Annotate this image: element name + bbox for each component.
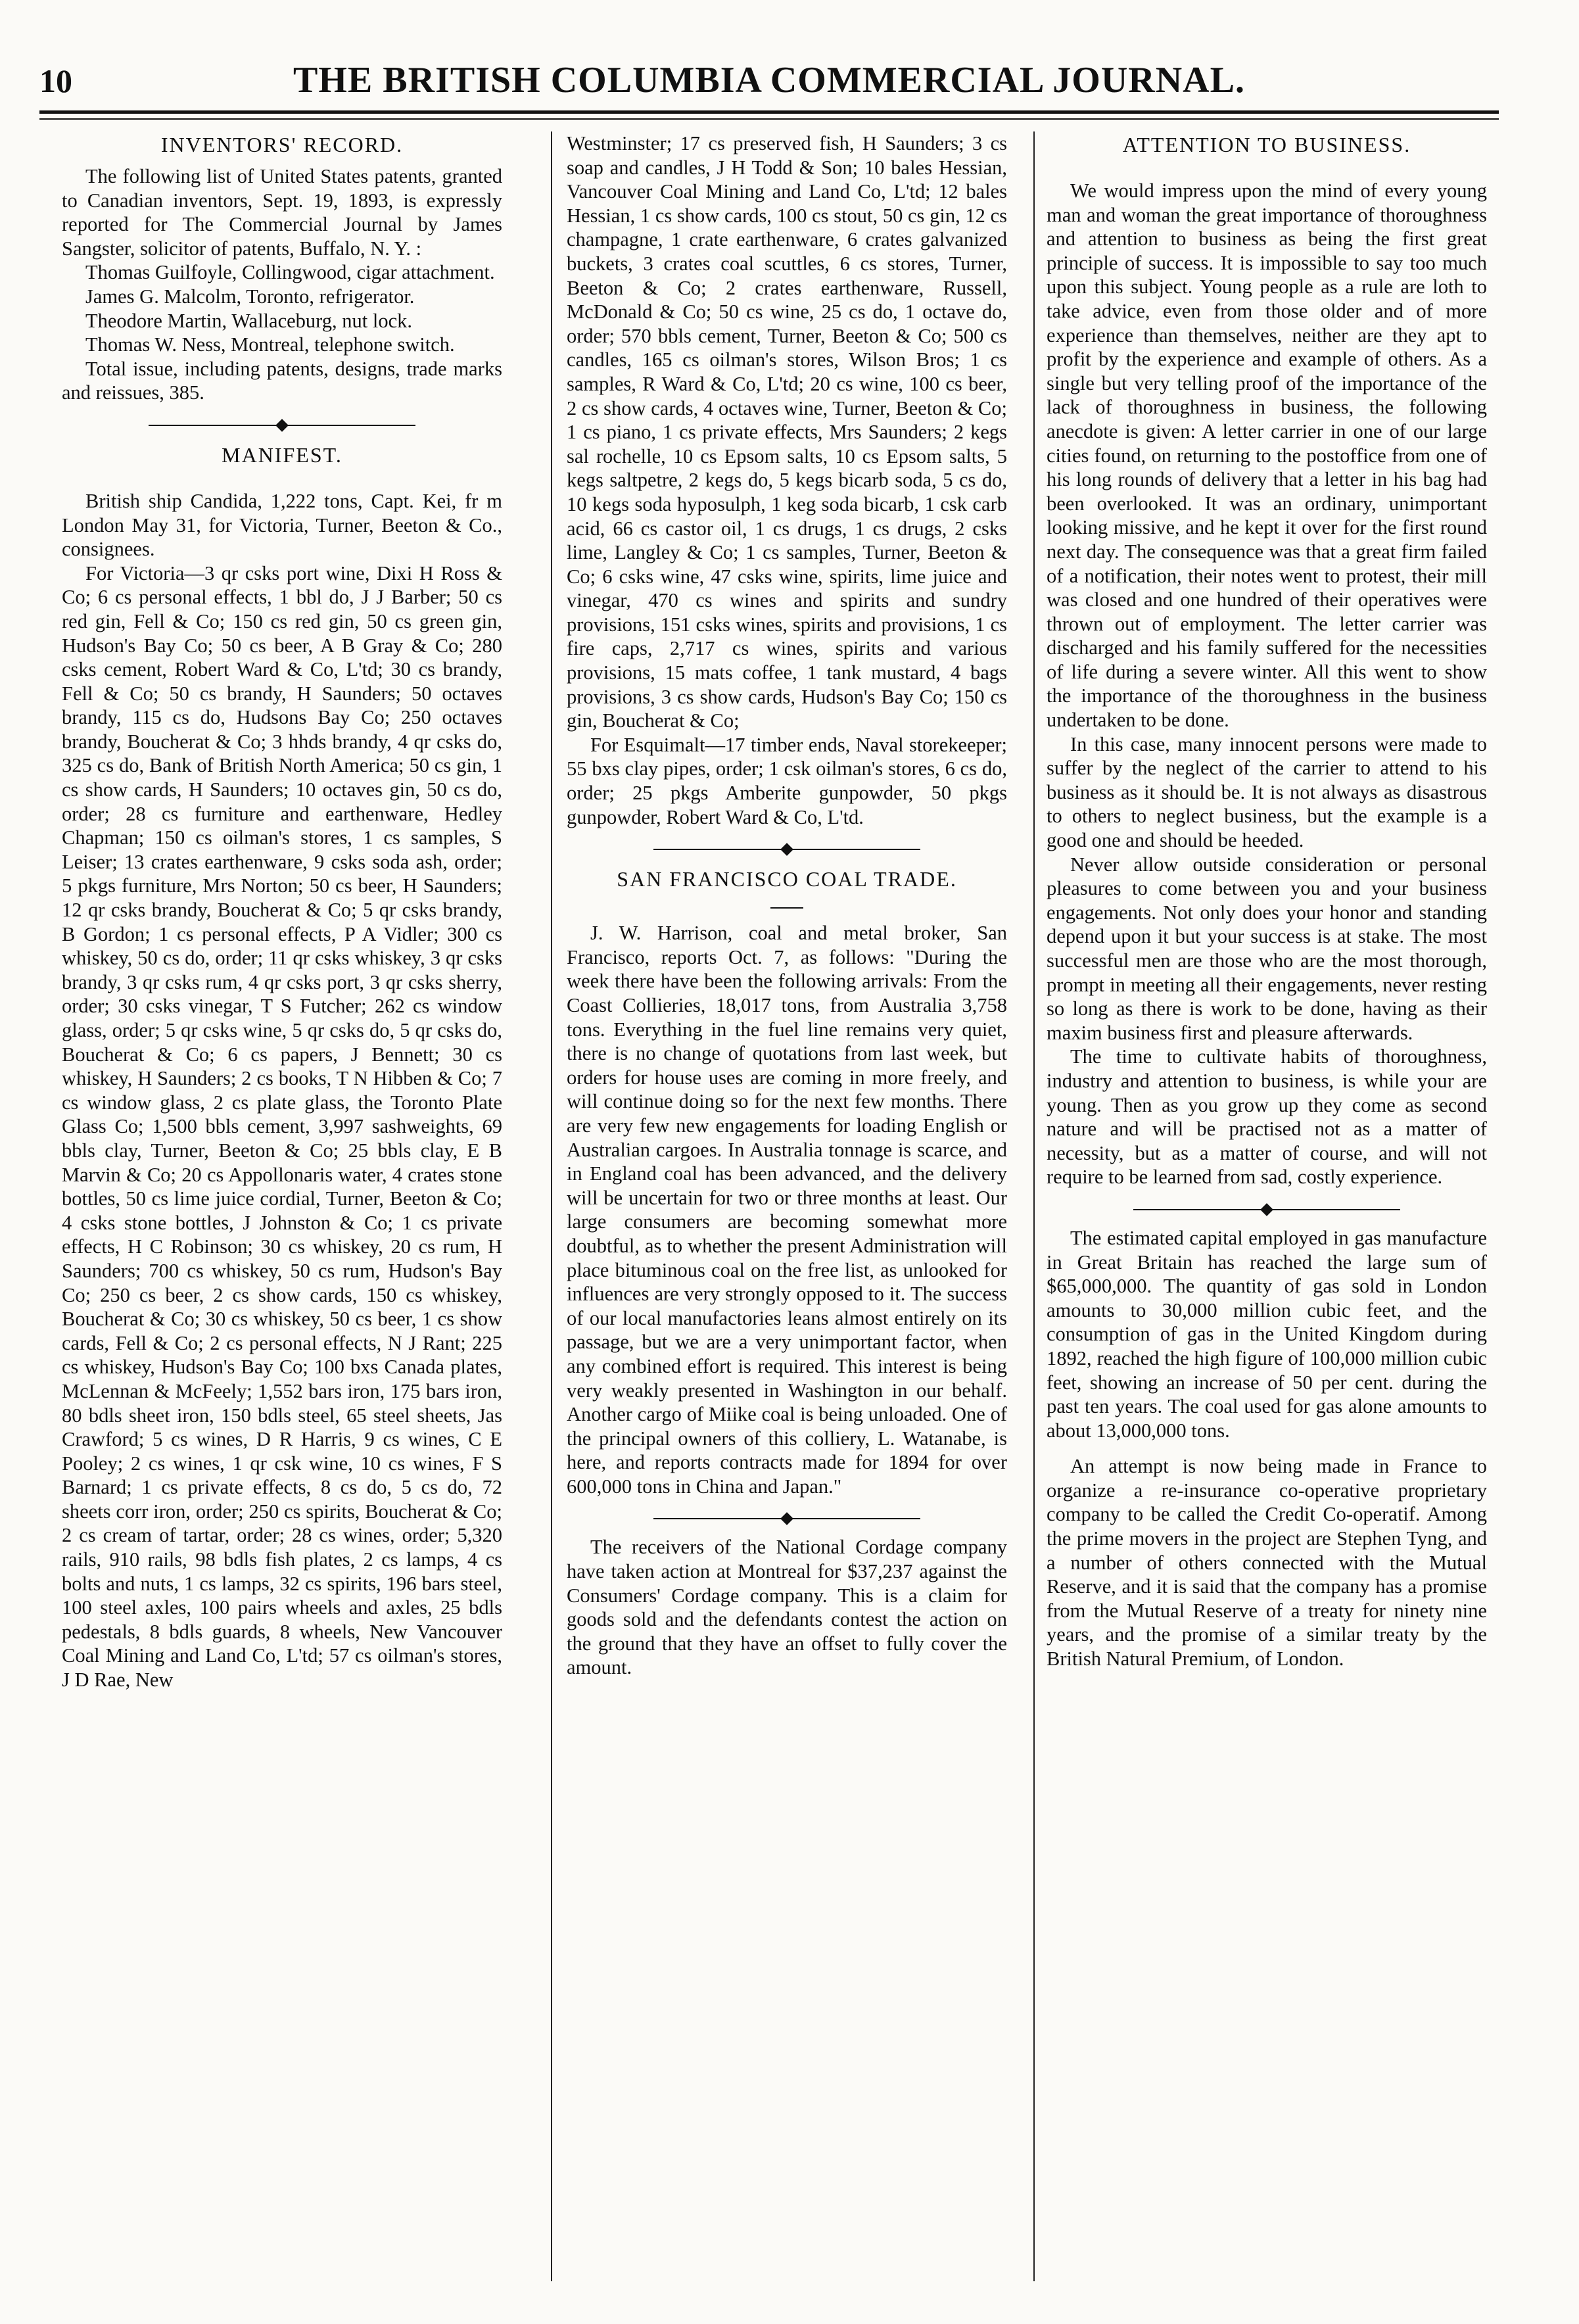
short-rule (567, 899, 1007, 913)
header-rule-thin (39, 118, 1499, 120)
inventor-entry: Theodore Martin, Wallaceburg, nut lock. (85, 309, 412, 332)
attention-paragraph: We would impress upon the mind of every young man and woman the great importance of thoroughness and attention to business as being the first great principle of success. It is impossible to say too much upon this subject. Young people as a rule are loth to take advice, even from those older and of more experience than themselves, neither are they apt to profit by the experience and example of others. As a single but very telling proof of the importance of the lack of thoroughness in business, the following anecdote is given: A letter carrier in one of our large cities found, on returning to the postoffice from one of his long rounds of delivery that a letter in his bag had been overlooked. It was an ordinary, unimportant looking missive, and he kept it over for the first round next day. The consequence was that a great firm failed of a notification, their notes went to protest, their mill was closed and one hundred of their operatives were thrown out of employment. The letter carrier was discharged and his family suffered for the necessities of life during a severe winter. All this went to show the importance of the thoroughness in the business undertaken to be done. (1047, 179, 1487, 732)
page-number: 10 (39, 62, 72, 99)
inventors-total: Total issue, including patents, designs, trade marks and reissues, 385. (62, 357, 502, 404)
column-divider (551, 131, 552, 2281)
column-right (1047, 131, 1487, 1671)
section-separator (567, 841, 1007, 854)
gas-item: The estimated capital employed in gas manufacture in Great Britain has reached the large sum of $65,000,000. The quantity of gas sold in London amounts to 30,000 million cubic feet, and the consumption of gas in the United Kingdom during 1892, reached the high figure of 100,000 million cubic feet, showing an increase of 50 per cent. during the past ten years. The coal used for gas alone amounts to about 13,000,000 tons. (1047, 1226, 1487, 1442)
attention-paragraph: In this case, many innocent persons were made to suffer by the neglect of the carrier to attend to his business as it should be. It is not always as disastrous to others to neglect business, but the example is a good one and should be heeded. (1047, 732, 1487, 852)
cordage-item: The receivers of the National Cordage company have taken action at Montreal for $37,237 against the Consumers' Cordage company. This is a claim for goods sold and the defendants contest the action on the ground that they have an offset to fully cover the amount. (567, 1536, 1007, 1679)
attention-paragraph: Never allow outside consideration or personal pleasures to come between you and your business engagements. Not only does your honor and standing depend upon it but your success is at stake. The most successful men are those who are the most thorough, prompt in meeting all their engagements, never resting so long as there is work to be done, having as their maxim business first and pleasure afterwards. (1047, 853, 1487, 1044)
column-left (62, 131, 502, 1692)
section-separator (567, 1510, 1007, 1523)
section-separator (62, 417, 502, 430)
manifest-ship: British ship Candida, 1,222 tons, Capt. Kei, fr m London May 31, for Victoria, Turner, Beeton & Co., consignees. (62, 489, 502, 561)
page-header (39, 55, 1499, 108)
column-middle (567, 131, 1007, 1680)
inventor-entry: Thomas W. Ness, Montreal, telephone switch. (85, 333, 455, 356)
manifest-heading: MANIFEST. (222, 442, 342, 467)
header-rule-thick (39, 110, 1499, 114)
manifest-esquimalt: For Esquimalt—17 timber ends, Naval storekeeper; 55 bxs clay pipes, order; 1 csk oilman's stores, 6 cs do, order; 25 pkgs Amberite gunpowder, 50 pkgs gunpowder, Robert Ward & Co, L'td. (567, 733, 1007, 828)
manifest-continued: Westminster; 17 cs preserved fish, H Saunders; 3 cs soap and candles, J H Todd & Son; 10 bales Hessian, Vancouver Coal Mining and Land Co, L'td; 12 bales Hessian, 1 cs show cards, 100 cs stout, 50 cs gin, 12 cs champagne, 1 crate earthenware, 6 crates galvanized buckets, 3 crates coal scuttles, 6 cs stores, Turner, Beeton & Co; 2 crates earthenware, Russell, McDonald & Co; 50 cs wine, 25 cs do, 1 octave do, order; 570 bbls cement, Turner, Beeton & Co; 500 cs candles, 165 cs oilman's stores, Wilson Bros; 1 cs samples, R Ward & Co, L'td; 20 cs wine, 100 cs beer, 2 cs show cards, 4 octaves wine, Turner, Beeton & Co; 1 cs piano, 1 cs private effects, Mrs Saunders; 2 kegs sal rochelle, 10 cs Epsom salts, 10 cs Epsom salts, 5 kegs saltpetre, 2 kegs do, 5 kegs bicarb soda, 5 cs do, 10 kegs soda hyposulph, 1 keg soda bicarb, 1 csk carb acid, 66 cs castor oil, 1 cs drugs, 1 cs drugs, 2 csks lime, Langley & Co; 1 cs samples, Turner, Beeton & Co; 6 csks wine, 47 csks wine, spirits, lime juice and vinegar, 470 cs wines and spirits and sundry provisions, 151 csks wines, spirits and provisions, 1 cs fire caps, 2,717 cs wines, spirits and various provisions, 15 mats coffee, 1 tank mustard, 4 bags provisions, 3 cs show cards, Hudson's Bay Co; 150 cs gin, Boucherat & Co; (567, 132, 1007, 732)
inventors-intro: The following list of United States patents, granted to Canadian inventors, Sept. 19, 1893, is expressly reported for The Commercial Journal by James Sangster, solicitor of patents, Buffalo, N. Y. : (62, 165, 502, 260)
inventor-entry: James G. Malcolm, Toronto, refrigerator. (85, 285, 415, 308)
attention-paragraph: The time to cultivate habits of thoroughness, industry and attention to business, is while your are young. Then as you grow up they come as second nature and will be practised not as a matter of necessity, but as a matter of course, and will not require to be learned from sad, costly experience. (1047, 1045, 1487, 1189)
section-separator (1047, 1201, 1487, 1214)
coal-trade-heading: SAN FRANCISCO COAL TRADE. (617, 867, 957, 891)
inventors-record-heading: INVENTORS' RECORD. (160, 133, 404, 156)
insurance-item: An attempt is now being made in France to organize a re-insurance co-operative proprietary company to be called the Credit Co-operatif. Among the prime movers in the project are Stephen Tyng, and a number of others connected with the Mutual Reserve, and it is said that the company has a promise from the Mutual Reserve of a treaty for ninety nine years, and the promise of a similar treaty by the British Natural Premium, of London. (1047, 1455, 1487, 1671)
attention-heading: ATTENTION TO BUSINESS. (1122, 133, 1411, 156)
journal-title: THE BRITISH COLUMBIA COMMERCIAL JOURNAL. (293, 60, 1245, 101)
manifest-victoria: For Victoria—3 qr csks port wine, Dixi H Ross & Co; 6 cs personal effects, 1 bbl do, J J Barber; 50 cs red gin, Fell & Co; 150 cs red gin, 50 cs green gin, Hudson's Bay Co; 50 cs beer, A B Gray & Co; 280 csks cement, Robert Ward & Co, L'td; 30 cs brandy, Fell & Co; 50 cs brandy, H Saunders; 50 octaves brandy, 115 cs do, Hudsons Bay Co; 250 octaves brandy, Boucherat & Co; 3 hhds brandy, 4 qr csks do, 325 cs do, Bank of British North America; 50 cs gin, 1 cs show cards, H Saunders; 10 octaves gin, 50 cs do, order; 28 cs furniture and earthenware, Hedley Chapman; 150 cs oilman's stores, 1 cs samples, S Leiser; 13 crates earthenware, 9 csks soda ash, order; 5 pkgs furniture, Mrs Norton; 50 cs beer, H Saunders; 12 qr csks brandy, Boucherat & Co; 5 qr csks brandy, B Gordon; 1 cs personal effects, P A Vidler; 300 cs whiskey, 50 cs do, order; 11 qr csks whiskey, 3 qr csks brandy, 3 qr csks rum, 4 qr csks port, 3 qr csks sherry, order; 30 csks vinegar, T S Futcher; 262 cs window glass, order; 5 qr csks wine, 5 qr csks do, 5 qr csks do, Boucherat & Co; 6 cs papers, J Bennett; 30 cs whiskey, H Saunders; 2 cs books, T N Hibben & Co; 7 cs window glass, 2 cs plate glass, the Toronto Plate Glass Co; 1,500 bbls cement, 3,997 sashweights, 69 bbls clay, Turner, Beeton & Co; 25 bbls clay, E B Marvin & Co; 20 cs Appollonaris water, 4 crates stone bottles, 50 cs lime juice cordial, Turner, Beeton & Co; 4 csks stone bottles, J Johnston & Co; 1 cs private effects, H C Robinson; 30 cs whiskey, 20 cs rum, H Saunders; 700 cs whiskey, 50 cs rum, Hudson's Bay Co; 250 cs beer, 2 cs show cards, 150 cs whiskey, Boucherat & Co; 30 cs whiskey, 50 cs beer, 1 cs show cards, Fell & Co; 2 cs personal effects, N J Rant; 225 cs whiskey, Hudson's Bay Co; 100 bxs Canada plates, McLennan & McFeely; 1,552 bars iron, 175 bars iron, 80 bdls sheet iron, 150 bdls steel, 65 steel sheets, Jas Crawford; 5 cs wines, D R Harris, 9 cs wines, C E Pooley; 2 cs wines, 1 qr csk wine, 10 cs wines, F S Barnard; 1 cs private effects, 8 cs do, 5 cs do, 72 sheets corr iron, order; 250 cs spirits, Boucherat & Co; 2 cs cream of tartar, order; 28 cs wines, order; 5,320 rails, 910 rails, 98 bdls fish plates, 2 cs lamps, 4 cs bolts and nuts, 1 cs lamps, 32 cs spirits, 196 bars steel, 100 steel axles, 100 pairs wheels and axles, 25 bdls pedestals, 8 bdls guards, 8 wheels, New Vancouver Coal Mining and Land Co, L'td; 57 cs oilman's stores, J D Rae, New (62, 561, 502, 1692)
inventor-entry: Thomas Guilfoyle, Collingwood, cigar attachment. (85, 261, 495, 284)
column-divider (1033, 131, 1035, 2281)
coal-trade-body: J. W. Harrison, coal and metal broker, San Francisco, reports Oct. 7, as follows: "During the week there have been the following arrivals: From the Coast Collieries, 18,017 tons, from Australia 3,758 tons. Everything in the fuel line remains very quiet, there is no change of quotations from last week, but orders for house uses are coming in more freely, and will continue doing so for the next few months. There are very few new engagements for loading English or Australian cargoes. In Australia tonnage is scarce, and in England coal has been advanced, and the delivery will be uncertain for two or three months at least. Our large consumers are becoming somewhat more doubtful, as to whether the present Administration will place bituminous coal on the free list, as unlooked for influences are very strongly opposed to it. The success of our local manufactories leans almost entirely on its passage, but we are a very unimportant factor, when any combined effort is required. This interest is being very weakly presented in Washington in our behalf. Another cargo of Miike coal is being unloaded. One of the principal owners of this colliery, L. Watanabe, is here, and reports contracts made for 1894 for over 600,000 tons in China and Japan." (567, 922, 1007, 1498)
